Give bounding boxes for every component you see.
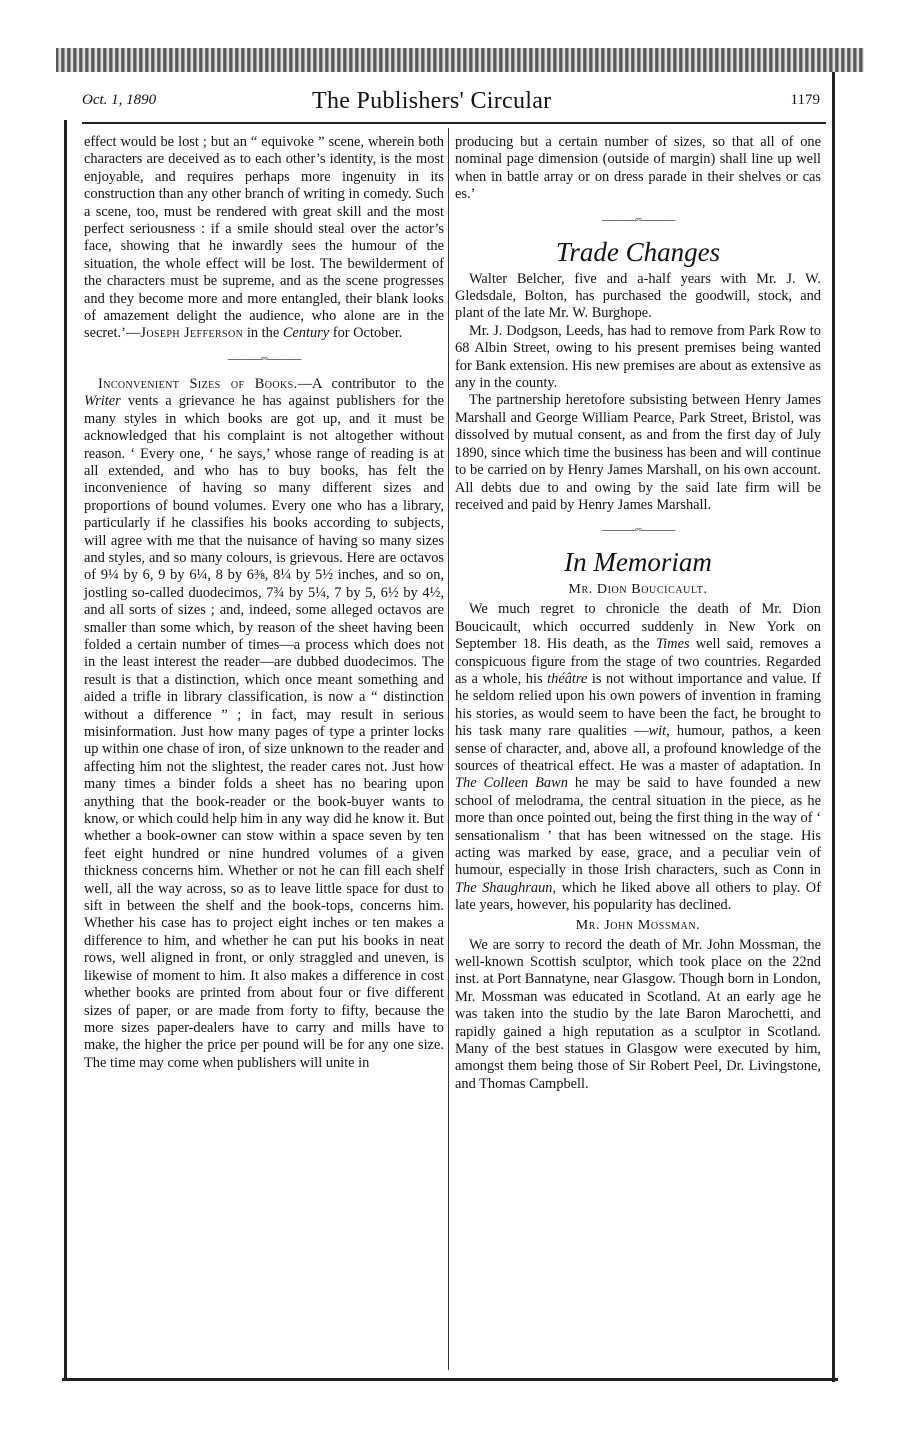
- subheading-boucicault: Mr. Dion Boucicault.: [568, 582, 708, 598]
- header-title: The Publishers' Circular: [312, 88, 552, 114]
- top-border-band: [56, 48, 864, 72]
- header-page-number: 1179: [790, 92, 820, 108]
- left-column: [84, 134, 444, 1072]
- frame-left: [64, 120, 67, 1380]
- ornament-divider: ———◦◦———: [601, 211, 675, 226]
- paragraph-head: Inconvenient Sizes of Books.: [98, 375, 298, 392]
- page-header: [82, 90, 824, 120]
- paragraph-continued: producing but a certain number of sizes, so that all of one nominal page dimension (outside of margin) shall line up well when in battle array or on dress parade in their shelves or cas es.’: [455, 134, 821, 203]
- ornament-divider: ———◦◦———: [601, 522, 675, 537]
- memoriam-paragraph: We are sorry to record the death of Mr. John Mossman, the well-known Scottish sculptor, which took place on the 22nd inst. at Port Bannatyne, near Glasgow. Though born in London, Mr. Mossman was educated in Scotland. At an early age he was taken into the studio by the late Baron Marochetti, and rapidly gained a high reputation as a sculptor in Scotland. Many of the best statues in Glasgow were executed by him, amongst them being those of Sir Robert Peel, Dr. Livingstone, and Thomas Campbell.: [455, 936, 821, 1092]
- paragraph-jefferson: effect would be lost ; but an “ equivoke ” scene, wherein both characters are deceived as to each other’s identity, is the most enjoyable, and requires perhaps more ingenuity in its construction than any other branch of writing in comedy. Such a scene, too, must be rendered with great skill and the most perfect seriousness : if a smile should steal over the actor’s face, showing that he inwardly sees the humour of the situation, the whole effect will be lost. The bewilderment of the characters must be supreme, and as the scene progresses and they become more and more entangled, their blank looks of amazement delight the audience, who alone are in the secret.’—Joseph Jefferson in the Century for October.: [84, 134, 444, 342]
- header-rule: [82, 122, 826, 124]
- frame-right: [832, 72, 835, 1382]
- trade-paragraph: Walter Belcher, five and a-half years with Mr. J. W. Gledsdale, Bolton, has purchased the goodwill, stock, and plant of the late Mr. W. Burghope.: [455, 270, 821, 322]
- section-title-trade-changes: Trade Changes: [555, 236, 721, 267]
- frame-bottom: [62, 1378, 838, 1381]
- trade-paragraph: The partnership heretofore subsisting between Henry James Marshall and George William Pearce, Park Street, Bristol, was dissolved by mutual consent, as and from the first day of July 1890, since which time the business has been and will continue to be carried on by Henry James Marshall, on his own account. All debts due to and owing by the said late firm will be received and paid by Henry James Marshall.: [455, 392, 821, 513]
- memoriam-paragraph: We much regret to chronicle the death of Mr. Dion Boucicault, which occurred suddenly in New York on September 18. His death, as the Times well said, removes a conspicuous figure from the stage of two countries. Regarded as a whole, his théâtre is not without importance and value. If he seldom relied upon his own powers of invention in framing his stories, as would seem to have been the fact, he brought to his task many rare qualities —wit, humour, pathos, a keen sense of character, and, above all, a profound knowledge of the sources of theatrical effect. He was a master of adaptation. In The Colleen Bawn he may be said to have founded a new school of melodrama, the central situation in the piece, as he more than once pointed out, being the first thing in the way of ‘ sensationalism ’ that has been witnessed on the stage. His acting was marked by ease, grace, and a peculiar vein of humour, especially in those Irish characters, such as Conn in The Shaughraun, which he liked above all others to play. Of late years, however, his popularity has declined.: [455, 601, 821, 914]
- subheading-mossman: Mr. John Mossman.: [575, 917, 701, 933]
- right-column: [455, 134, 821, 1093]
- trade-paragraph: Mr. J. Dodgson, Leeds, has had to remove from Park Row to 68 Albin Street, owing to his present premises being wanted for Bank extension. His new premises are about as extensive as any in the county.: [455, 322, 821, 392]
- section-title-in-memoriam: In Memoriam: [564, 547, 712, 578]
- ornament-divider: ———◦◦———: [227, 350, 301, 365]
- author-name: Joseph Jefferson: [140, 325, 244, 342]
- column-divider: [448, 128, 449, 1370]
- header-date: Oct. 1, 1890: [82, 92, 157, 108]
- paragraph-inconvenient-sizes: Inconvenient Sizes of Books.—A contributor to the Writer vents a grievance he has against publishers for the many styles in which books are got up, and it must be acknowledged that his complaint is not altogether without reason. ‘ Every one, ‘ he says,’ whose range of reading is at all extended, and who has to buy books, has felt the inconvenience of having so many different sizes and proportions of bound volumes. Every one who has a library, particularly if he classifies his books according to subjects, will agree with me that the nuisance of having so many sizes and styles, and so many colours, is grievous. Here are octavos of 9¼ by 6, 9 by 6¼, 8 by 6⅜, 8¼ by 5½ inches, and so on, jostling so-called duodecimos, 7¾ by 5¼, 7 by 5, 6½ by 4½, and all sorts of sizes ; and, indeed, some alleged octavos are smaller than some which, by reason of the sheet having been folded a certain number of times—a process which does not in the least interest the reader—are dubbed duodecimos. The result is that a distinction, which once meant something and aided a trifle in library classification, is now a “ distinction without a difference ” ; in fact, may result in serious misinformation. Just how many pages of type a printer locks up within one chase of iron, of size unknown to the reader and affecting him not the slightest, the reader cares not. Just how many times a binder folds a sheet has no bearing upon anything that the book-reader or the book-buyer wants to know, or which could help him in any way did he know it. But whether a book-owner can stow within a space seven by ten feet eight hundred or nine hundred volumes of a given thickness concerns him. Whether or not he can fill each shelf well, all the way across, so as to leave little space for dust to sift in between the shelf and the book-tops, concerns him. Whether his case has to project eight inches or ten makes a difference to him, and whether he can put his books in neat rows, well aligned in front, or only straggled and uneven, is likewise of moment to him. It also makes a difference in cost whether books are printed from about four or five different sizes of paper, or are made from forty to fifty, because the more sizes paper-dealers have to carry and mills have to make, the higher the price per pound will be for any one size. The time may come when publishers will unite in: [84, 375, 445, 1071]
